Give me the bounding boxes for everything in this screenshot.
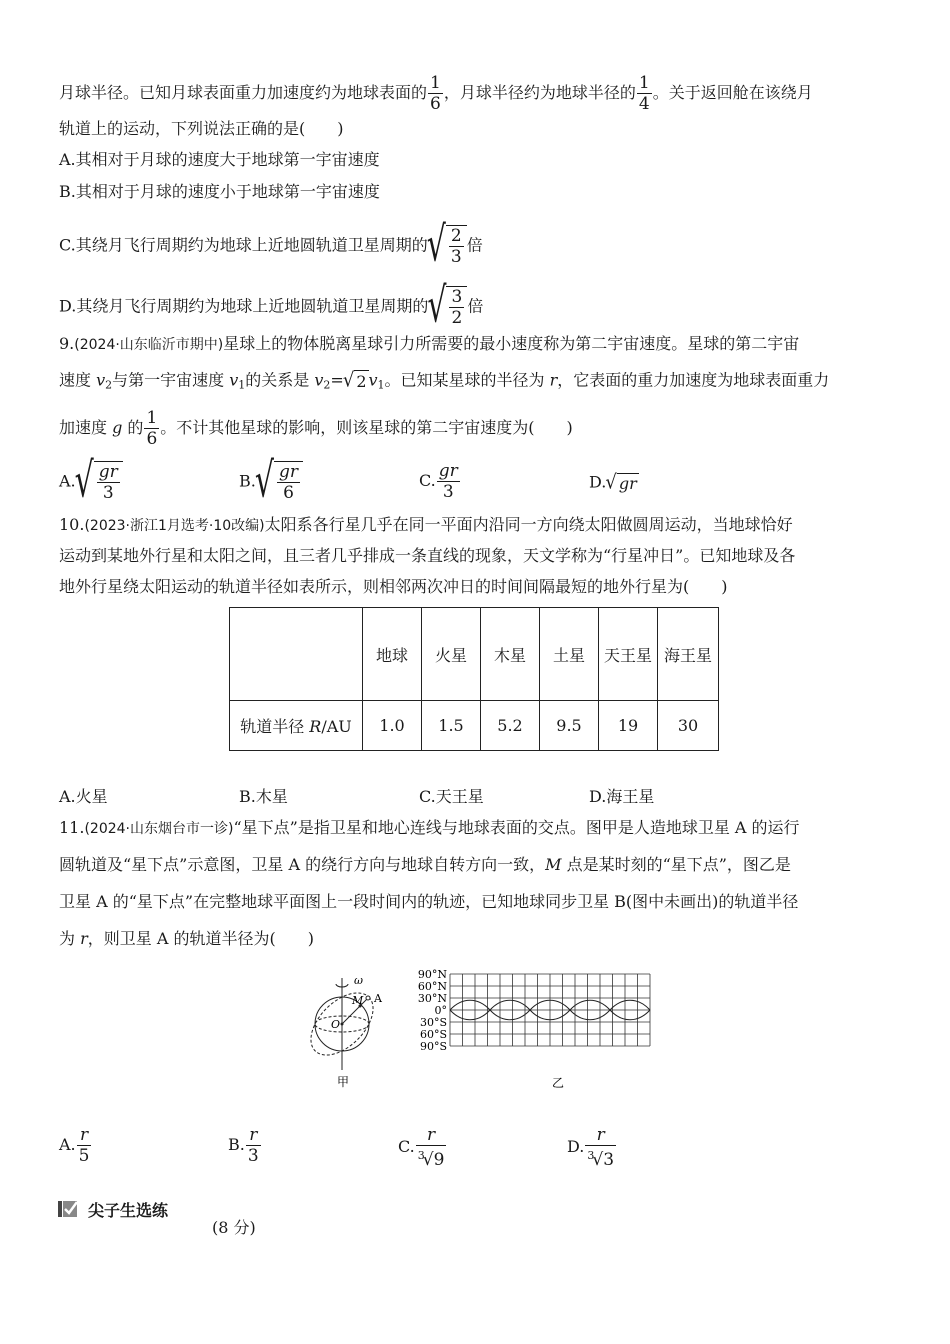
q8-option-a: A.其相对于月球的速度大于地球第一宇宙速度: [59, 150, 380, 169]
o-label: O: [331, 1018, 341, 1031]
latitude-label: 60°N: [417, 980, 447, 993]
latitude-label: 0°: [434, 1004, 447, 1017]
table-cell: 1.5: [422, 701, 481, 751]
q11-option-d: D. $\frac{r}{^3√3}$: [567, 1125, 615, 1170]
q10-option-a: A.火星: [59, 787, 108, 806]
q10-option-d: D.海王星: [589, 787, 655, 806]
q9-option-a: A.√ $\frac{gr}{3}$: [59, 461, 123, 503]
q11-option-a: A. $\frac{r}{5}$: [59, 1125, 90, 1166]
latitude-label: 60°S: [419, 1028, 447, 1041]
q9-line2: 速度 $v_2$与第一宇宙速度 $v_1$的关系是 $v_2=√$ 2 $v_1$。已知某星球的半径为 r，它表面的重力加速度为地球表面重力: [59, 368, 830, 392]
orbit-radius-table: [229, 607, 719, 751]
center-dot: [341, 1023, 344, 1026]
q11-option-b: B. $\frac{r}{3}$: [228, 1125, 259, 1166]
table-cell: 5.2: [481, 701, 540, 751]
table-cell: 1.0: [363, 701, 422, 751]
table-cell: 轨道半径 R/AU: [230, 701, 363, 751]
table-cell: 土星: [540, 608, 599, 701]
table-cell: [230, 608, 363, 701]
q8-line1: 月球半径。已知月球表面重力加速度约为地球表面的 $\frac{1}{6}$ ，月球半径约为地球半径的 $\frac{1}{4}$ 。关于返回舱在该绕月: [59, 73, 813, 114]
q9-line3: 加速度 g 的 $\frac{1}{6}$ 。不计其他星球的影响，则该星球的第二宇宙速度为( ): [59, 408, 573, 449]
q10-line2: 运动到某地外行星和太阳之间，且三者几乎排成一条直线的现象，天文学称为“行星冲日”。已知地球及各: [59, 546, 796, 565]
q11-line4: 为 r，则卫星 A 的轨道半径为( ): [59, 929, 314, 948]
q11-line1: 11.(2024·山东烟台市一诊)“星下点”是指卫星和地心连线与地球表面的交点。图甲是人造地球卫星 A 的运行: [59, 818, 800, 837]
table-cell: 天王星: [599, 608, 658, 701]
table-row: [230, 608, 719, 701]
q8-option-c: C.其绕月飞行周期约为地球上近地圆轨道卫星周期的√ $\frac{2}{3}$ 倍: [59, 217, 483, 274]
table-cell: 19: [599, 701, 658, 751]
sqrt: √ $\frac{3}{2}$: [428, 286, 467, 328]
section-title: 尖子生选练: [88, 1201, 169, 1220]
q10-option-c: C.天王星: [419, 787, 484, 806]
latitude-label: 90°N: [417, 968, 447, 981]
q9-source: (2024·山东临沂市期中): [74, 337, 224, 353]
q8-line2: 轨道上的运动，下列说法正确的是( ): [59, 119, 344, 138]
q9-option-b: B.√ $\frac{gr}{6}$: [239, 461, 303, 503]
q11-line2: 圆轨道及“星下点”示意图，卫星 A 的绕行方向与地球自转方向一致，M 点是某时刻的“星下点”，图乙是: [59, 855, 791, 874]
q10-source: (2023·浙江1月选考·10改编): [84, 518, 265, 534]
q11-line3: 卫星 A 的“星下点”在完整地球平面图上一段时间内的轨迹，已知地球同步卫星 B(图中未画出)的轨道半径: [59, 892, 799, 911]
table-cell: 地球: [363, 608, 422, 701]
sqrt: √ $\frac{2}{3}$: [428, 225, 467, 267]
a-label: A: [374, 992, 382, 1005]
q9-option-c: C. $\frac{gr}{3}$: [419, 461, 458, 502]
omega-label: ω: [354, 974, 363, 987]
q10-line1: 10.(2023·浙江1月选考·10改编)太阳系各行星几乎在同一平面内沿同一方向绕太阳做圆周运动，当地球恰好: [59, 515, 793, 534]
section-score: (8 分): [212, 1218, 256, 1237]
q9-line1: 9.(2024·山东临沂市期中)星球上的物体脱离星球引力所需要的最小速度称为第二宇宙速度。星球的第二宇宙: [59, 334, 800, 353]
table-cell: 9.5: [540, 701, 599, 751]
latitude-label: 30°N: [417, 992, 447, 1005]
q10-option-b: B.木星: [239, 787, 288, 806]
satellite-a-dot: [366, 996, 370, 1000]
figure-jia: [298, 970, 408, 1095]
figure-yi: [410, 966, 655, 1091]
q10-line3: 地外行星绕太阳运动的轨道半径如表所示，则相邻两次冲日的时间间隔最短的地外行星为( ): [59, 577, 728, 596]
q11-source: (2024·山东烟台市一诊): [84, 821, 234, 837]
caption-jia: 甲: [337, 1075, 350, 1089]
table-cell: 海王星: [658, 608, 719, 701]
checklist-icon: [58, 1199, 78, 1219]
q9-option-d: D.√ gr: [589, 470, 637, 494]
q8-option-b: B.其相对于月球的速度小于地球第一宇宙速度: [59, 182, 380, 201]
caption-yi: 乙: [552, 1076, 565, 1090]
table-cell: 火星: [422, 608, 481, 701]
table-row: [230, 701, 719, 751]
fraction: $\frac{1}{4}$: [638, 73, 650, 114]
latitude-label: 90°S: [419, 1040, 447, 1053]
q11-option-c: C. $\frac{r}{^3√9}$: [398, 1125, 445, 1170]
fraction: $\frac{1}{6}$: [430, 73, 441, 114]
m-label: M: [352, 994, 364, 1007]
latitude-label: 30°S: [419, 1016, 447, 1029]
latitude-labels: [418, 968, 447, 1053]
q8-option-d: D.其绕月飞行周期约为地球上近地圆轨道卫星周期的√ $\frac{3}{2}$ 倍: [59, 278, 484, 335]
table-cell: 30: [658, 701, 719, 751]
map-grid: [450, 974, 650, 1046]
table-cell: 木星: [481, 608, 540, 701]
